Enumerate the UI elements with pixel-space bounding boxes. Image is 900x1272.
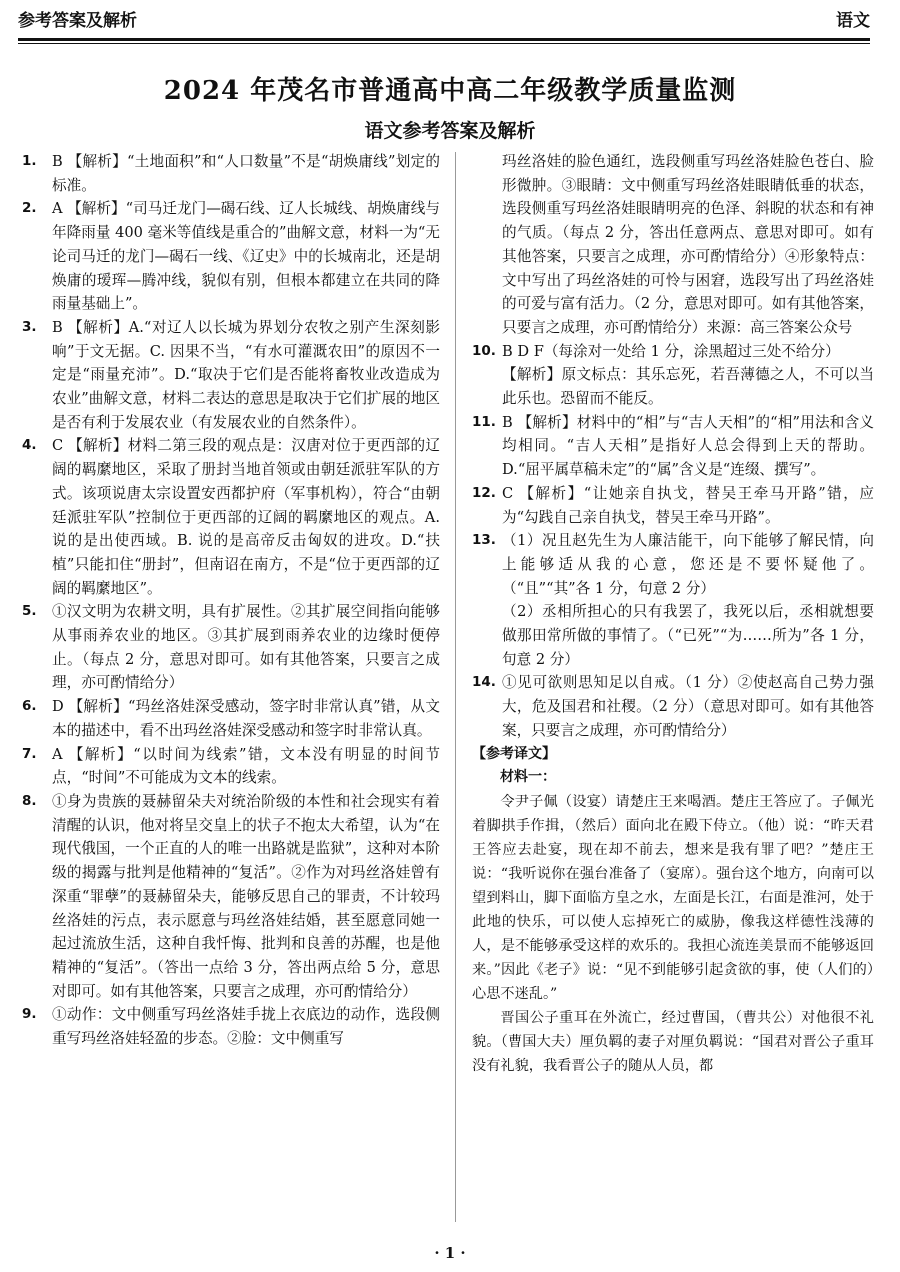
translation-subheading: 材料一： — [500, 769, 556, 786]
answer-item — [472, 363, 874, 410]
item-number: 13. — [472, 532, 496, 549]
item-text: B 【解析】“土地面积”和“人口数量”不是“胡焕庸线”划定的标准。 — [52, 153, 440, 194]
answer-item — [22, 790, 440, 1003]
item-number: 10. — [472, 342, 496, 359]
item-number: 5. — [22, 603, 37, 620]
header-right: 语文 — [836, 10, 870, 31]
answer-item — [472, 529, 874, 600]
answer-item — [472, 411, 874, 482]
item-text: C 【解析】“让她亲自执戈，替吴王牵马开路”错，应为“勾践自己亲自执戈，替吴王牵马开路”。 — [502, 484, 874, 526]
answer-item — [22, 695, 440, 742]
answer-item — [22, 743, 440, 790]
right-column — [472, 150, 874, 1078]
column-divider — [455, 152, 456, 1222]
item-number: 3. — [22, 318, 37, 335]
answer-item-continued — [472, 150, 874, 340]
item-text: B D F（每涂对一处给 1 分，涂黑超过三处不给分） — [502, 342, 840, 360]
item-text: B 【解析】材料中的“相”与“吉人天相”的“相”用法和含义均相同。“吉人天相”是指好人总会得到上天的帮助。D.“屈平属草稿未定”的“属”含义是“连缀、撰写”。 — [502, 413, 874, 479]
item-text: 【解析】原文标点：其乐忘死，若吾薄德之人，不可以当此乐也。恐留而不能反。 — [502, 366, 874, 408]
item-number: 8. — [22, 792, 37, 809]
item-text: （2）丞相所担心的只有我罢了，我死以后，丞相就想要做那田常所做的事情了。（“已死”“为……所为”各 1 分，句意 2 分） — [502, 603, 874, 668]
item-text: （1）况且赵先生为人廉洁能干，向下能够了解民情，向上能够适从我的心意，您还是不要怀疑他了。（“且”“其”各 1 分，句意 2 分） — [502, 532, 874, 597]
item-number: 4. — [22, 437, 37, 454]
item-text: ①汉文明为农耕文明，具有扩展性。②其扩展空间指向能够从事雨养农业的地区。③其扩展到雨养农业的边缘时便停止。（每点 2 分，意思对即可。如有其他答案，只要言之成理，亦可酌情给分） — [52, 603, 440, 692]
translation-paragraph: 晋国公子重耳在外流亡，经过曹国，（曹共公）对他很不礼貌。（曹国大夫）厘负羁的妻子对厘负羁说：“国君对晋公子重耳没有礼貌，我看晋公子的随从人员，都 — [472, 1009, 874, 1074]
answer-item — [472, 340, 874, 364]
item-text: ①动作：文中侧重写玛丝洛娃手拢上衣底边的动作，选段侧重写玛丝洛娃轻盈的步态。②脸：文中侧重写 — [52, 1006, 440, 1048]
answer-item — [22, 197, 440, 316]
answer-item — [22, 316, 440, 435]
item-number: 1. — [22, 153, 37, 169]
answer-item — [22, 600, 440, 695]
header-rule-thin — [18, 43, 870, 44]
page-subtitle: 语文参考答案及解析 — [364, 120, 536, 142]
item-number: 14. — [472, 674, 496, 691]
left-column — [22, 150, 440, 1051]
item-text: A 【解析】“司马迁龙门—碣石线、辽人长城线、胡焕庸线与年降雨量 400 毫米等值线是重合的”曲解文意，材料一为“无论司马迁的龙门—碣石一线、《辽史》中的长城南北，还是胡焕庸的瑷珲—腾冲线，貌似有别，但根本都建立在共同的降雨量基础上”。 — [52, 200, 440, 313]
answer-item — [472, 671, 874, 742]
item-number: 11. — [472, 413, 496, 430]
page-number: · 1 · — [434, 1244, 466, 1262]
item-number: 2. — [22, 200, 37, 217]
header-left: 参考答案及解析 — [18, 10, 137, 31]
item-number: 9. — [22, 1006, 37, 1023]
item-number: 12. — [472, 484, 496, 501]
item-number: 7. — [22, 745, 37, 762]
answer-item — [22, 434, 440, 600]
answer-item — [22, 1003, 440, 1050]
answer-item — [472, 600, 874, 671]
item-number — [472, 363, 502, 410]
item-text: A 【解析】“以时间为线索”错，文本没有明显的时间节点，“时间”不可能成为文本的线索。 — [52, 745, 440, 787]
answer-item — [22, 150, 440, 197]
item-text: B 【解析】A.“对辽人以长城为界划分农牧之别产生深刻影响”于文无据。C. 因果不当，“有水可灌溉农田”的原因不一定是“雨量充沛”。D.“取决于它们是否能将畜牧业改造成为农业”曲解文意，材料二表达的意思是取决于它们扩展的地区是否有利于发展农业（有发展农业的自然条件）。 — [52, 318, 440, 431]
item-number — [472, 600, 502, 671]
item-number: 6. — [22, 698, 37, 715]
page-title: 2024 年茂名市普通高中高二年级教学质量监测 — [163, 76, 737, 106]
item-text: C 【解析】材料二第三段的观点是：汉唐对位于更西部的辽阔的羁縻地区，采取了册封当地首领或由朝廷派驻军队的方式。该项说唐太宗设置安西都护府（军事机构），符合“由朝廷派驻军队”控制位于更西部的辽阔的羁縻地区的观点。A. 说的是出使西域。B. 说的是高帝反击匈奴的进攻。D.“扶植”只能扣住“册封”，但南诏在南方，不是“位于更西部的辽阔的羁縻地区”。 — [52, 437, 440, 597]
item-text: 玛丝洛娃的脸色通红，选段侧重写玛丝洛娃脸色苍白、脸形微肿。③眼睛：文中侧重写玛丝洛娃眼睛低垂的状态，选段侧重写玛丝洛娃眼睛明亮的色泽、斜睨的状态和有神的气质。（每点 2 分，答出任意两点、意思对即可。如有其他答案，只要言之成理，亦可酌情给分）④形象特点：文中写出了玛丝洛娃的可怜与困窘，选段写出了玛丝洛娃的可爱与富有活力。（2 分，意思对即可。如有其他答案，只要言之成理，亦可酌情给分）来源：高三答案公众号 — [502, 153, 874, 336]
translation-heading: 【参考译文】 — [472, 745, 556, 762]
header-rule-thick — [18, 38, 870, 41]
translation-paragraph: 令尹子佩（设宴）请楚庄王来喝酒。楚庄王答应了。子佩光着脚拱手作揖，（然后）面向北在殿下侍立。（他）说：“昨天君王答应去赴宴，现在却不前去，想来是我有罪了吧？”楚庄王说：“我听说你在强台准备了（宴席）。强台这个地方，向南可以望到料山，脚下面临方皇之水，左面是长江，右面是淮河，处于此地的快乐，可以使人忘掉死亡的威胁，像我这样德性浅薄的人，是不能够承受这样的欢乐的。我担心流连美景而不能够返回来。”因此《老子》说：“见不到能够引起贪欲的事，使（人们的）心思不迷乱。” — [472, 793, 874, 1002]
answer-item — [472, 482, 874, 529]
page-header — [18, 0, 870, 36]
item-text: ①见可欲则思知足以自戒。（1 分）②使赵高自己势力强大，危及国君和社稷。（2 分）（意思对即可。如有其他答案，只要言之成理，亦可酌情给分） — [502, 674, 874, 739]
item-text: D 【解析】“玛丝洛娃深受感动，签字时非常认真”错，从文本的描述中，看不出玛丝洛娃深受感动和签字时非常认真。 — [52, 698, 440, 739]
item-text: ①身为贵族的聂赫留朵夫对统治阶级的本性和社会现实有着清醒的认识，他对将呈交皇上的状子不抱太大希望，认为“在现代俄国，一个正直的人的唯一出路就是监狱”，这种对本阶级的揭露与批判是他精神的“复活”。②作为对玛丝洛娃曾有深重“罪孽”的聂赫留朵夫，能够反思自己的罪责，不计较玛丝洛娃的污点，表示愿意与玛丝洛娃结婚，甚至愿意同她一起过流放生活，这种自我忏悔、批判和良善的苏醒，也是他精神的“复活”。（答出一点给 3 分，答出两点给 5 分，意思对即可。如有其他答案，只要言之成理，亦可酌情给分） — [52, 792, 440, 1000]
